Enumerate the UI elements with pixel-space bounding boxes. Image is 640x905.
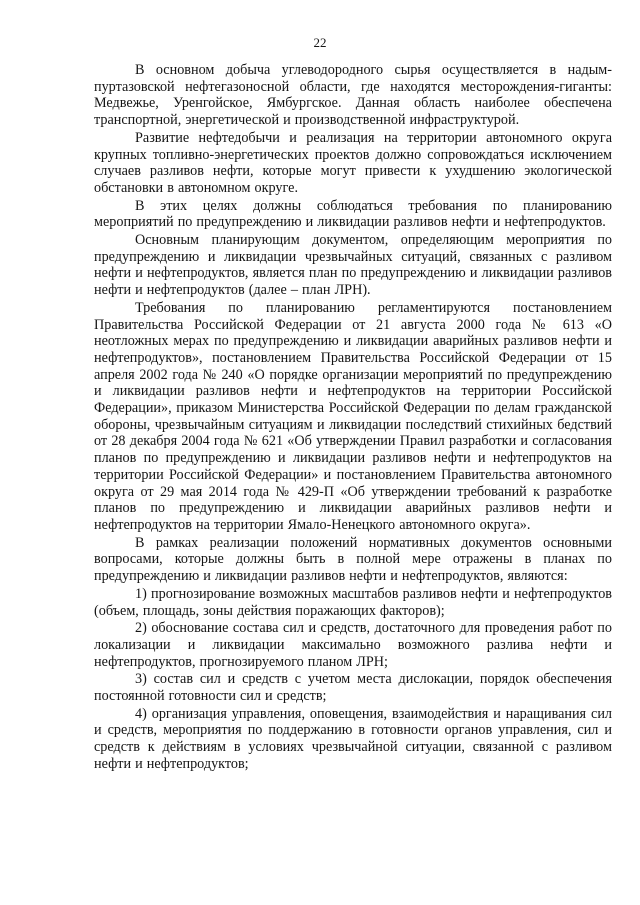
paragraph-lrn-plan: Основным планирующим документом, определяющим мероприятия по предупреждению и ликвидации чрезвычайных ситуаций, связанных с разливом нефти и нефтепродуктов, является план по предупреждению и ликвидации разливов нефти и нефтепродуктов (далее – план ЛРН). bbox=[94, 232, 612, 299]
list-item-forces-composition: 3) состав сил и средств с учетом места дислокации, порядок обеспечения постоянной готовности сил и средств; bbox=[94, 671, 612, 705]
paragraph-regulations: Требования по планированию регламентируются постановлением Правительства Российской Федерации от 21 августа 2000 года № 613 «О неотложных мерах по предупреждению и ликвидации аварийных разливов нефти и нефтепродуктов», постановлением Правительства Российской Федерации от 15 апреля 2002 года № 240 «О порядке организации мероприятий по предупреждению и ликвидации разливов нефти и нефтепродуктов на территории Российской Федерации», приказом Министерства Российской Федерации по делам гражданской обороны, чрезвычайным ситуациям и ликвидации последствий стихийных бедствий от 28 декабря 2004 года № 621 «Об утверждении Правил разработки и согласования планов по предупреждению и ликвидации разливов нефти и нефтепродуктов на территории Российской Федерации» и постановлением Правительства автономного округа от 29 мая 2014 года № 429-П «Об утверждении требований к разработке планов по предупреждению и ликвидации аварийных разливов нефти и нефтепродуктов на территории Ямало-Ненецкого автономного округа». bbox=[94, 299, 612, 533]
page-number: 22 bbox=[313, 35, 327, 50]
paragraph-oil-spill-risk: Развитие нефтедобычи и реализация на территории автономного округа крупных топливно-энергетических проектов должно сопровождаться исключением случаев разливов нефти, которые могут привести к ухудшению экологической обстановки в автономном округе. bbox=[94, 129, 612, 196]
list-item-management-organization: 4) организация управления, оповещения, взаимодействия и наращивания сил и средств, мероприятия по поддержанию в готовности органов управления, сил и средств к действиям в условиях чрезвычайной ситуации, связанной с разливом нефти и нефтепродуктов; bbox=[94, 705, 612, 772]
paragraph-production-region: В основном добыча углеводородного сырья осуществляется в надым-пуртазовской нефтегазоносной области, где находятся месторождения-гиганты: Медвежье, Уренгойское, Ямбургское. Данная область наиболее обеспечена транспортной, энергетической и производственной инфраструктурой. bbox=[94, 62, 612, 129]
paragraph-main-questions: В рамках реализации положений нормативных документов основными вопросами, которые должны быть в полной мере отражены в планах по предупреждению и ликвидации разливов нефти и нефтепродуктов, являются: bbox=[94, 534, 612, 585]
paragraph-planning-requirements: В этих целях должны соблюдаться требования по планированию мероприятий по предупреждению и ликвидации разливов нефти и нефтепродуктов. bbox=[94, 197, 612, 231]
document-body bbox=[94, 62, 612, 773]
list-item-forecasting: 1) прогнозирование возможных масштабов разливов нефти и нефтепродуктов (объем, площадь, зоны действия поражающих факторов); bbox=[94, 585, 612, 619]
list-item-forces-justification: 2) обоснование состава сил и средств, достаточного для проведения работ по локализации и ликвидации максимально возможного разлива нефти и нефтепродуктов, прогнозируемого планом ЛРН; bbox=[94, 620, 612, 670]
